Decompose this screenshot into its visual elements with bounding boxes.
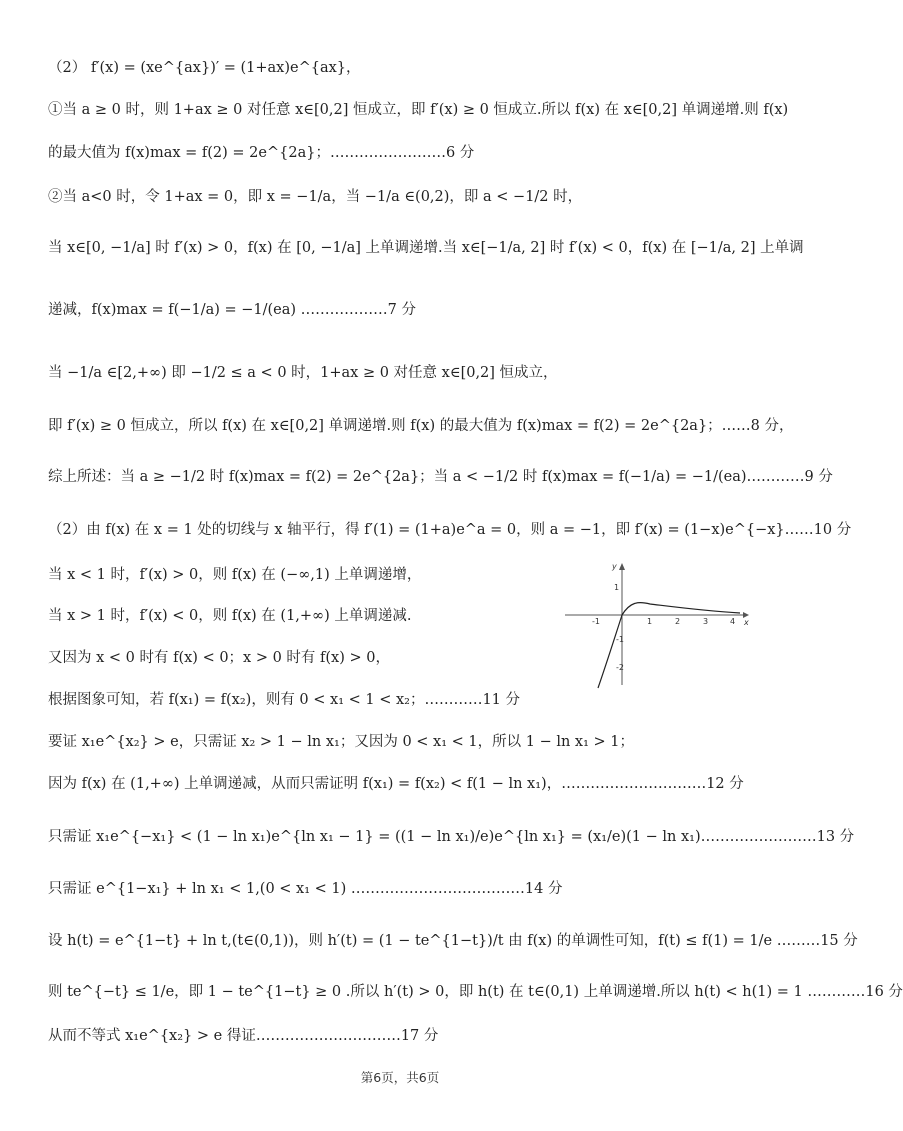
line-11: 当 x < 1 时，f′(x) > 0，则 f(x) 在 (−∞,1) 上单调递增，	[48, 567, 422, 583]
y-axis-label: y	[612, 562, 617, 571]
line-1: （2） f′(x) = (xe^{ax})′ = (1+ax)e^{ax}，	[48, 60, 361, 76]
x-axis-label: x	[744, 618, 749, 627]
line-5: 当 x∈[0, −1/a] 时 f′(x) > 0，f(x) 在 [0, −1/a] 上单调递增.当 x∈[−1/a, 2] 时 f′(x) < 0，f(x) 在 [−1/a, 2] 上单调	[48, 240, 804, 256]
line-15: 要证 x₁e^{x₂} > e，只需证 x₂ > 1 − ln x₁；又因为 0 < x₁ < 1，所以 1 − ln x₁ > 1；	[48, 734, 635, 750]
x-tick-3: 3	[703, 617, 709, 626]
line-2: ①当 a ≥ 0 时，则 1+ax ≥ 0 对任意 x∈[0,2] 恒成立，即 f′(x) ≥ 0 恒成立.所以 f(x) 在 x∈[0,2] 单调递增.则 f(x)	[48, 102, 789, 118]
line-12: 当 x > 1 时，f′(x) < 0，则 f(x) 在 (1,+∞) 上单调递减.	[48, 608, 412, 624]
x-tick-1: 1	[647, 617, 653, 626]
line-17: 只需证 x₁e^{−x₁} < (1 − ln x₁)e^{ln x₁ − 1} = ((1 − ln x₁)/e)e^{ln x₁} = (x₁/e)(1 − ln x₁)……………………13 分	[48, 829, 855, 845]
line-9: 综上所述：当 a ≥ −1/2 时 f(x)max = f(2) = 2e^{2a}；当 a < −1/2 时 f(x)max = f(−1/a) = −1/(ea)…………9 分	[48, 469, 833, 485]
y-axis-arrow	[619, 563, 625, 570]
line-14: 根据图象可知，若 f(x₁) = f(x₂)，则有 0 < x₁ < 1 < x₂；…………11 分	[48, 692, 521, 708]
function-graph	[560, 560, 750, 690]
line-16: 因为 f(x) 在 (1,+∞) 上单调递减，从而只需证明 f(x₁) = f(x₂) < f(1 − ln x₁)，…………………………12 分	[48, 776, 744, 792]
line-3: 的最大值为 f(x)max = f(2) = 2e^{2a}；……………………6 分	[48, 145, 475, 161]
line-18: 只需证 e^{1−x₁} + ln x₁ < 1,(0 < x₁ < 1) ………………………………14 分	[48, 881, 563, 897]
line-10: （2）由 f(x) 在 x = 1 处的切线与 x 轴平行，得 f′(1) = (1+a)e^a = 0，则 a = −1，即 f′(x) = (1−x)e^{−x}……10 分	[48, 522, 852, 538]
y-tick-neg1: -1	[616, 635, 624, 644]
line-13: 又因为 x < 0 时有 f(x) < 0；x > 0 时有 f(x) > 0，	[48, 650, 390, 666]
x-tick-neg1: -1	[592, 617, 600, 626]
y-tick-1: 1	[614, 583, 620, 592]
line-20: 则 te^{−t} ≤ 1/e，即 1 − te^{1−t} ≥ 0 .所以 h′(t) > 0，即 h(t) 在 t∈(0,1) 上单调递增.所以 h(t) < h(1) = 1 …………16 分	[48, 984, 903, 1000]
x-tick-4: 4	[730, 617, 736, 626]
line-8: 即 f′(x) ≥ 0 恒成立，所以 f(x) 在 x∈[0,2] 单调递增.则 f(x) 的最大值为 f(x)max = f(2) = 2e^{2a}；……8 分，	[48, 418, 794, 434]
line-4: ②当 a<0 时，令 1+ax = 0，即 x = −1/a，当 −1/a ∈(0,2)，即 a < −1/2 时，	[48, 189, 583, 205]
line-7: 当 −1/a ∈[2,+∞) 即 −1/2 ≤ a < 0 时，1+ax ≥ 0 对任意 x∈[0,2] 恒成立，	[48, 365, 558, 381]
y-tick-neg2: -2	[616, 663, 624, 672]
line-6: 递减，f(x)max = f(−1/a) = −1/(ea) ………………7 分	[48, 302, 416, 318]
x-tick-2: 2	[675, 617, 681, 626]
page-footer: 第6页，共6页	[360, 1070, 440, 1085]
line-19: 设 h(t) = e^{1−t} + ln t,(t∈(0,1))，则 h′(t) = (1 − te^{1−t})/t 由 f(x) 的单调性可知，f(t) ≤ f(1) = 1/e ………15 分	[48, 933, 858, 949]
line-21: 从而不等式 x₁e^{x₂} > e 得证…………………………17 分	[48, 1028, 439, 1044]
